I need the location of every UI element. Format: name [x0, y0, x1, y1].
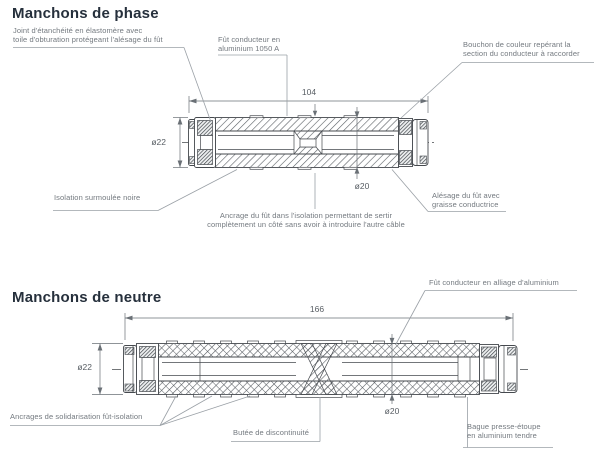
label-line: Alésage du fût avec: [432, 191, 500, 200]
dim-neutre-outer-diameter: ø22: [77, 362, 92, 372]
label-fut-conducteur-neutre: Fût conducteur en alliage d'aluminium: [429, 278, 559, 287]
label-joint-etancheite: [13, 26, 163, 45]
dim-neutre-bore-diameter: ø20: [384, 406, 400, 416]
label-butee-discontinuite: Butée de discontinuité: [233, 428, 310, 437]
dim-phase-length: 104: [301, 87, 317, 97]
dim-phase-outer-diameter: ø22: [151, 137, 166, 147]
label-bague-presse-etoupe: [467, 422, 541, 441]
label-line: aluminium 1050 A: [218, 44, 280, 54]
label-bouchon-couleur: [463, 40, 580, 59]
label-line: toile d'obturation protégeant l'alésage du fût: [13, 35, 163, 45]
neutre-section-title: Manchons de neutre: [12, 289, 162, 306]
phase-section-title: Manchons de phase: [12, 5, 159, 22]
label-line: Ancrage du fût dans l'isolation permettant de sertir: [219, 211, 393, 220]
label-fut-conducteur-phase: [218, 35, 280, 54]
dim-neutre-length: 166: [309, 304, 325, 314]
label-alesage-fut: [432, 191, 500, 210]
label-line: Fût conducteur en: [218, 35, 281, 44]
neutre-sleeve-drawing: [112, 341, 528, 398]
label-line: section du conducteur à raccorder: [463, 49, 580, 59]
label-line: graisse conductrice: [432, 200, 499, 210]
label-line: Joint d'étanchéité en élastomère avec: [13, 26, 143, 35]
label-ancrages-solidarisation: Ancrages de solidarisation fût-isolation: [10, 412, 143, 421]
label-line: Bouchon de couleur repérant la: [463, 40, 571, 49]
label-ancrage-fut: [198, 211, 414, 230]
label-line: en aluminium tendre: [467, 431, 537, 441]
label-line: Bague presse-étoupe: [467, 422, 541, 431]
label-line: complètement un côté sans avoir à introduire l'autre câble: [207, 220, 405, 230]
phase-sleeve-drawing: [182, 116, 436, 170]
dim-phase-bore-diameter: ø20: [354, 181, 370, 191]
label-isolation-surmoulee: Isolation surmoulée noire: [54, 193, 141, 202]
